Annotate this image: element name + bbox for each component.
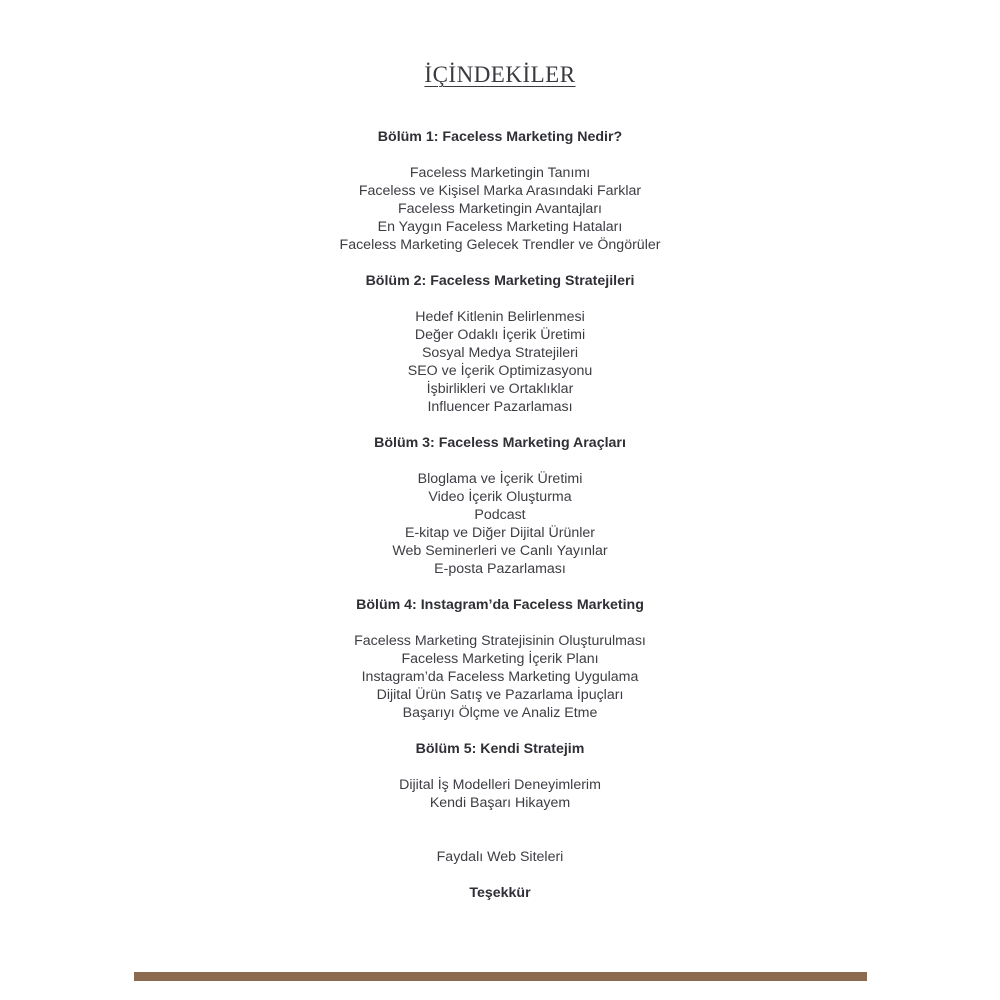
spacer xyxy=(0,578,1000,596)
toc-item: Faceless Marketing Stratejisinin Oluşturulması xyxy=(354,633,646,649)
toc-item: E-posta Pazarlaması xyxy=(434,561,566,577)
spacer xyxy=(0,758,1000,776)
section-heading-3: Bölüm 3: Faceless Marketing Araçları xyxy=(374,435,626,451)
toc-item: Değer Odaklı İçerik Üretimi xyxy=(414,327,586,343)
toc-item-useful-websites: Faydalı Web Siteleri xyxy=(436,849,564,865)
spacer xyxy=(0,290,1000,308)
page-title-text: İÇİNDEKİLER xyxy=(424,62,576,87)
section-heading-2: Bölüm 2: Faceless Marketing Stratejileri xyxy=(365,273,635,289)
toc-item: Bloglama ve İçerik Üretimi xyxy=(417,471,583,487)
spacer xyxy=(0,416,1000,434)
spacer xyxy=(0,812,1000,848)
toc-item: Faceless Marketingin Avantajları xyxy=(398,201,602,217)
footer-accent-bar xyxy=(134,972,867,981)
spacer xyxy=(0,722,1000,740)
toc-item: Dijital İş Modelleri Deneyimlerim xyxy=(399,777,601,793)
toc-item: SEO ve İçerik Optimizasyonu xyxy=(407,363,593,379)
toc-item: Hedef Kitlenin Belirlenmesi xyxy=(415,309,585,325)
table-of-contents xyxy=(0,128,1000,902)
spacer xyxy=(0,614,1000,632)
section-heading-1: Bölüm 1: Faceless Marketing Nedir? xyxy=(377,129,623,145)
section-heading-4: Bölüm 4: Instagram’da Faceless Marketing xyxy=(356,597,644,613)
toc-item: E-kitap ve Diğer Dijital Ürünler xyxy=(404,525,595,541)
toc-item: Faceless ve Kişisel Marka Arasındaki Farklar xyxy=(358,183,642,199)
toc-item: Faceless Marketing İçerik Planı xyxy=(401,651,599,667)
toc-item: İşbirlikleri ve Ortaklıklar xyxy=(426,381,574,397)
section-heading-5: Bölüm 5: Kendi Stratejim xyxy=(415,741,585,757)
toc-item: Video İçerik Oluşturma xyxy=(428,489,572,505)
spacer xyxy=(0,452,1000,470)
toc-item: Başarıyı Ölçme ve Analiz Etme xyxy=(402,705,598,721)
toc-item: Web Seminerleri ve Canlı Yayınlar xyxy=(392,543,608,559)
toc-item: Instagram’da Faceless Marketing Uygulama xyxy=(361,669,639,685)
toc-item: Kendi Başarı Hikayem xyxy=(429,795,571,811)
spacer xyxy=(0,146,1000,164)
toc-item: Sosyal Medya Stratejileri xyxy=(421,345,579,361)
toc-item: Faceless Marketingin Tanımı xyxy=(409,165,591,181)
toc-item: Dijital Ürün Satış ve Pazarlama İpuçları xyxy=(376,687,624,703)
toc-item: Influencer Pazarlaması xyxy=(427,399,573,415)
toc-item: Faceless Marketing Gelecek Trendler ve Öngörüler xyxy=(339,237,661,253)
section-heading-thanks: Teşekkür xyxy=(469,885,531,901)
toc-item: Podcast xyxy=(474,507,526,523)
page-title xyxy=(0,62,1000,88)
spacer xyxy=(0,866,1000,884)
spacer xyxy=(0,254,1000,272)
toc-item: En Yaygın Faceless Marketing Hataları xyxy=(377,219,623,235)
